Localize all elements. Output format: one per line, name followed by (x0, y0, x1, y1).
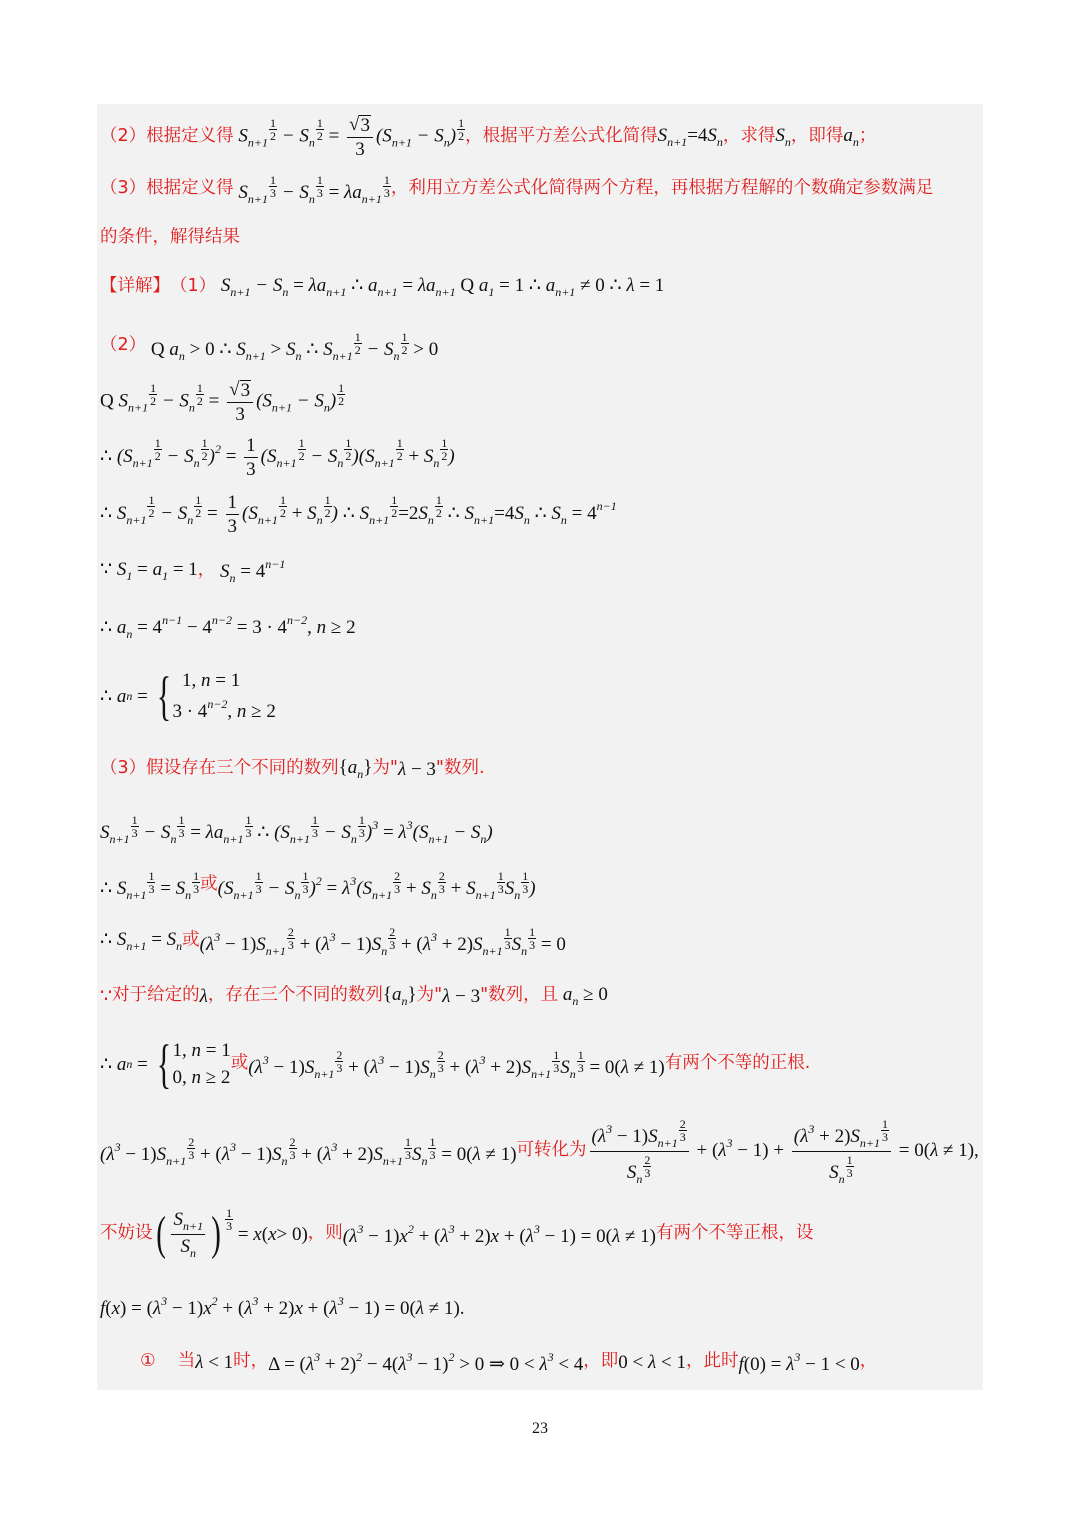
formula: $f(x) = (\lambda^3 - 1)x^2 + (\lambda^3 + 2)x + (\lambda^3 - 1) = 0(\lambda \ne 1)$. (100, 1293, 465, 1319)
analysis-text: ，根据平方差公式化简得 (465, 126, 658, 147)
circled-number: ① (140, 1351, 156, 1372)
formula: ∴ $S_{n+1}$ $\frac{1}{2}$ − $S_n$ $\frac{1}{2}$ = $\frac{1}{3}$ ($S_{n+1}$ $\frac{1}{2}$ + $S_n$ $\frac{1}{2}$ ) ∴ $S_{n+1}$ $\frac{1}{2}$ $=2S_n$ $\frac{1}{2}$ ∴ $S_{n+1}=4S_n$ ∴ $S_n = 4^{n-1}$ (100, 491, 617, 537)
equation-line (100, 433, 455, 481)
analysis-text: ， (859, 1351, 878, 1372)
equation-line (100, 866, 536, 904)
analysis-step-3-cont (100, 226, 240, 250)
analysis-step-3 (100, 168, 933, 210)
analysis-text: "数列，且 (480, 985, 559, 1006)
or-text: 或 (182, 930, 200, 951)
equation-line (100, 1110, 979, 1192)
analysis-text: （3）假设存在三个不同的数列 (100, 758, 339, 779)
formula: λ − 3 (397, 758, 436, 780)
analysis-text: （3）根据定义得 (100, 178, 234, 199)
solution-label: 【详解】 (100, 276, 170, 297)
formula: ($S_{n+1}$ $\frac{1}{3}$ − $S_n$ $\frac{1}{3}$ )$^2 = \lambda^3(S_{n+1}$ $\frac{2}{3}$ + $S_n$ $\frac{2}{3}$ + $S_{n+1}$ $\frac{1}{3}$ $S_n$ $\frac{1}{3}$ ) (217, 868, 536, 902)
formula: $S_{n+1}$ $\frac{1}{3}$ − $S_n$ $\frac{1}{3}$ = $\lambda a_{n+1}$ $\frac{1}{3}$ ∴ ($S_{n+1}$ $\frac{1}{3}$ − $S_n$ $\frac{1}{3}$ )$^3 = \lambda^3(S_{n+1} - S_n)$ (100, 812, 493, 846)
formula: $a_n$ (843, 125, 859, 149)
equation-line (100, 810, 493, 848)
formula: ∵ $S_1 = a_1 = 1$ (100, 559, 198, 583)
formula: $\{a_n\}$ (382, 984, 417, 1008)
analysis-text: ，即得 (790, 126, 844, 147)
analysis-text: 不妨设 (100, 1223, 153, 1244)
analysis-text: ，利用立方差公式化简得两个方程，再根据方程解的个数确定参数满足 (390, 178, 934, 199)
analysis-text: 为" (416, 985, 443, 1006)
equation-line (100, 922, 566, 960)
analysis-text: 的条件，解得结果 (100, 227, 240, 248)
analysis-text: 时， (233, 1351, 269, 1372)
piecewise-an-2 (100, 1036, 810, 1092)
formula: 0 < λ < 1 (618, 1351, 686, 1373)
formula: $(\lambda^3 - 1)x^2 + (\lambda^3 + 2)x + (\lambda^3 - 1) = 0(\lambda \ne 1)$ (342, 1221, 656, 1247)
formula: $S_{n+1}$ $\frac{1}{2}$ − $S_n$ $\frac{1}{2}$ = √ 3 3 $(S_{n+1} - S_n)$ $\frac{1}{2}$ (233, 114, 465, 160)
formula: ∴ $S_{n+1}$ $\frac{1}{3}$ = $S_n$ $\frac{1}{3}$ (100, 868, 200, 902)
solution-part-3-start (100, 755, 485, 783)
case-1 (140, 1348, 877, 1376)
formula: $(\lambda^3 - 1)S_{n+1}$ $\frac{2}{3}$ $S_n$ $\frac{2}{3}$ + $(\lambda^3 - 1)$ + $(\lambda^3 + 2)S_{n+1}$ $\frac{1}{3}$ $S_n$ $\frac{1}{3}$ = 0(λ ≠ 1), (591, 1116, 979, 1186)
formula: $\{a_n\}$ (338, 757, 373, 781)
part-number: （2） (100, 335, 147, 356)
page-number: 23 (532, 1420, 548, 1437)
analysis-text: 可转化为 (516, 1140, 587, 1161)
formula: λ (199, 985, 208, 1007)
formula: $S_{n+1}=4S_n$ (657, 125, 723, 149)
analysis-step-2 (100, 112, 876, 162)
equation-line (100, 558, 285, 584)
analysis-text: 为" (372, 758, 398, 779)
formula: ∴ ($S_{n+1}$ $\frac{1}{2}$ − $S_n$ $\frac{1}{2}$ )$^2$ = $\frac{1}{3}$ ($S_{n+1}$ $\frac{1}{2}$ − $S_n$ $\frac{1}{2}$ )($S_{n+1}$ $\frac{1}{2}$ + $S_n$ $\frac{1}{2}$ ) (100, 434, 455, 480)
formula: ∴ $S_{n+1} = S_n$ (100, 929, 183, 953)
substitution-line (100, 1200, 813, 1268)
analysis-text: ，存在三个不同的数列 (207, 985, 383, 1006)
formula: ∴ a n = { 1, n = 1 0, n ≥ 2 (100, 1034, 231, 1094)
formula: $S_{n+1}$ $\frac{1}{3}$ − $S_n$ $\frac{1}{3}$ = $\lambda a_{n+1}$ $\frac{1}{3}$ (233, 172, 390, 206)
analysis-text: 有两个不等的正根. (664, 1053, 811, 1074)
analysis-text: 当 (177, 1351, 196, 1372)
formula: λ − 3 (442, 985, 481, 1007)
formula: $f(0) = \lambda^3 - 1 < 0$ (738, 1349, 860, 1375)
solution-part-1 (100, 274, 664, 300)
analysis-text: 有两个不等正根，设 (655, 1223, 814, 1244)
formula: $(\lambda^3 - 1)S_{n+1}$ $\frac{2}{3}$ + $(\lambda^3 - 1)S_n$ $\frac{2}{3}$ + $(\lambda^3 + 2)S_{n+1}$ $\frac{1}{3}$ $S_n$ $\frac{1}{3}$ = 0 (199, 924, 566, 958)
solution-part-2-start (100, 328, 438, 364)
formula: Q $S_{n+1}$ $\frac{1}{2}$ − $S_n$ $\frac{1}{2}$ = √ 3 3 $(S_{n+1} - S_n)$ $\frac{1}{2}$ (100, 379, 345, 425)
analysis-text: 对于给定的 (112, 985, 200, 1006)
formula: Q $a_n > 0$ ∴ $S_{n+1} > S_n$ ∴ $S_{n+1}$ $\frac{1}{2}$ − $S_n$ $\frac{1}{2}$ > 0 (150, 329, 439, 363)
analysis-text: ，此时 (685, 1351, 739, 1372)
formula: $(\lambda^3 - 1)S_{n+1}$ $\frac{2}{3}$ + $(\lambda^3 - 1)S_n$ $\frac{2}{3}$ + $(\lambda^3 + 2)S_{n+1}$ $\frac{1}{3}$ $S_n$ $\frac{1}{3}$ = 0(λ ≠ 1) (248, 1047, 665, 1081)
function-definition (100, 1292, 465, 1320)
formula: $S_{n+1} - S_n = \lambda a_{n+1}$ ∴ $a_{n+1} = \lambda a_{n+1}$ Q $a_1 = 1$ ∴ $a_{n+1} \ne 0$ ∴ λ = 1 (216, 275, 665, 299)
analysis-text: ； (858, 126, 877, 147)
comma: ， (197, 560, 216, 581)
analysis-text: ，则 (307, 1223, 343, 1244)
analysis-text: ，求得 (722, 126, 776, 147)
formula: ( $\frac{S_{n+1}}{S_n}$ ) 1 3 = x ( x > 0) (155, 1205, 308, 1260)
analysis-text: （2）根据定义得 (100, 126, 234, 147)
because-symbol: ∵ (100, 985, 113, 1007)
formula: $\Delta = (\lambda^3 + 2)^2 - 4(\lambda^3 - 1)^2 > 0$ ⇒ $0 < \lambda^3 < 4$ (268, 1349, 584, 1375)
equation-line (100, 614, 356, 640)
or-text: 或 (200, 874, 218, 895)
formula: $S_n = 4^{n-1}$ (215, 557, 286, 585)
analysis-text: ，即 (583, 1351, 619, 1372)
formula: ∴ a n = { 1, n = 1 $3 \cdot 4^{n-2}$, n ≥ 2 (100, 666, 276, 726)
part-number: （1） (170, 276, 217, 297)
piecewise-an (100, 668, 276, 724)
formula: $(\lambda^3 - 1)S_{n+1}$ $\frac{2}{3}$ + $(\lambda^3 - 1)S_n$ $\frac{2}{3}$ + $(\lambda^3 + 2)S_{n+1}$ $\frac{1}{3}$ $S_n$ $\frac{1}{3}$ = 0(λ ≠ 1) (100, 1134, 517, 1168)
formula: λ < 1 (195, 1351, 234, 1373)
equation-line (100, 490, 617, 538)
formula: $a_n \ge 0$ (558, 984, 608, 1008)
equation-line (100, 982, 608, 1010)
formula: $S_n$ (775, 125, 791, 149)
equation-line (100, 376, 345, 428)
formula: ∴ $a_n = 4^{n-1} - 4^{n-2} = 3 \cdot 4^{n-2}$, n ≥ 2 (100, 613, 356, 641)
or-text: 或 (230, 1053, 249, 1074)
analysis-text: "数列. (435, 758, 485, 779)
